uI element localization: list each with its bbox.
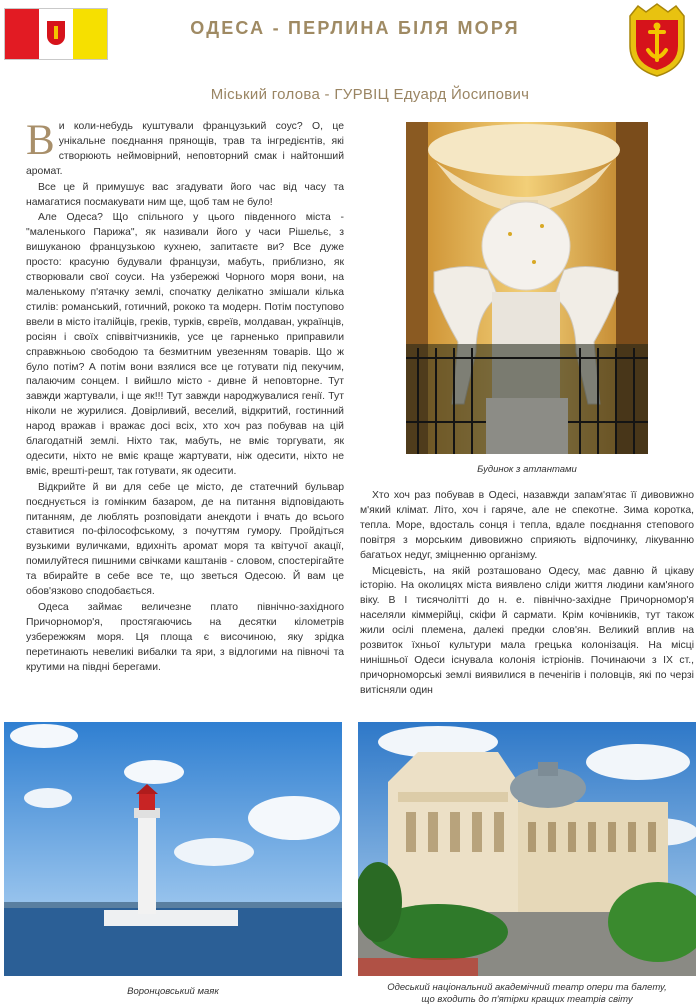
article-paragraph: Місцевість, на якій розташовано Одесу, має давню й цікаву історію. На околицях міста виявлено сліди життя людини кам'яного віку. В І тисячолітті до н. е. північно-західне Причорномор'я населяли кіммерійці, скіфи й сармати. Крім кочівників, тут також жили осілі племена, далекі предки слов'ян. Великий вплив на розвиток їхньої культури мала грецька колонізація. На місці нинішньої Одеси існувала колонія істріонів. Починаючи з IX ст., причорноморські землі виявилися в печенігів і половців, які по черзі витісняли один [360,565,694,696]
article-right-column [360,489,694,700]
atlantes-photo [406,122,648,454]
atlantes-caption: Будинок з атлантами [477,464,577,475]
article-paragraph: Все це й примушує вас згадувати його час від часу та намагатися посмакувати ним ще, щоб там не було! [26,181,344,208]
article-left-column [26,117,344,677]
article-paragraph: Відкрийте й ви для себе це місто, де статечний бульвар поєднується із гомінким базаром, де на питання відповідають питанням, де люблять розповідати анекдоти і вчать до всього ставитися по-філософському, з почуттям гумору. Пройдіться вузькими вуличками, вдихніть аромат моря та квітучої акації, помилуйтеся пишними свічками каштанів - словом, спостерігайте та вбирайте в себе все те, що зветься Одесою. Й вам це обов'язково сподобається. [26,481,344,598]
article-paragraph: Ви коли-небудь куштували французький соус? О, це унікальне поєднання прянощів, трав та інгредієнтів, які створюють неймовірний, неповторний смак і найтонший аромат. [26,117,344,177]
article-paragraph: Але Одеса? Що спільного у цього південного міста - "маленького Парижа", як називали його у часи Рішельє, з вишуканою французькою кухнею, запитаєте ви? Все дуже просто: красуню будували французи, мабуть, приблизно, як створювали свої соуси. На узбережжі Чорного моря вони, на маленькому п'ятачку землі, спочатку делікатно змішали кілька стилів: романський, готичний, рококо та модерн. Потім поступово ввели в місто італійців, греків, турків, євреїв, молдаван, українців, росіян і своїх співвітчизників, усе це гарненько приправили справжньою свободою та безмитним увезенням товарів. Що ж було потім? А потім вони взялися все це готувати під пекучим, палаючим сонцем. І вийшло місто - дивне й неповторне. Тут завжди жартували, і ще як!!! Тут завжди народжувалися генії. Тут ніколи не журилися. Довірливий, веселий, відкритий, гостинний народ вражав і вражає досі всіх, хто хоч раз побував на цій благодатній землі. Ніхто так, мабуть, не вміє торгувати, як одесити, ніхто не вміє краще жартувати, ніж одесити, ніхто не вміє, врешті-решт, так готувати, як одесити. [26,212,344,477]
article-paragraph: Одеса займає величезне плато північно-західного Причорномор'я, простягаючись на десятки кілометрів узбережжям моря. Ця площа є височиною, яку зрідка перетинають невеликі вибалки та яри, з відлогими на півночі та крутими на півдні берегами. [26,602,344,673]
mayor-subtitle: Міський голова - ГУРВІЦ Едуард Йосипович [210,86,530,103]
odesa-coat-of-arms-icon [622,2,692,78]
page-title: ОДЕСА - ПЕРЛИНА БІЛЯ МОРЯ [190,18,520,38]
opera-theatre-photo [358,722,696,976]
flag-emblem-icon [47,21,65,45]
article-paragraph: Хто хоч раз побував в Одесі, назавжди запам'ятає її дивовижно м'який клімат. Літо, хоч і гаряче, але не спекотне. Зима коротка, тепла. Море, вдосталь сонця і тепла, вдале поєднання степового повітря з морським дивовижно сприяють відпочинку, лікуванню багатьох недуг, зміцненню організму. [360,490,694,561]
opera-caption-line-2: що входить до п'ятірки кращих театрів світу [421,994,633,1005]
lighthouse-photo [4,722,342,976]
drop-cap: В [26,117,55,164]
lighthouse-caption: Воронцовський маяк [127,986,219,997]
opera-theatre-caption [358,982,696,1006]
odesa-flag-icon [4,8,108,60]
opera-caption-line-1: Одеський національний академічний театр опери та балету, [387,982,667,993]
